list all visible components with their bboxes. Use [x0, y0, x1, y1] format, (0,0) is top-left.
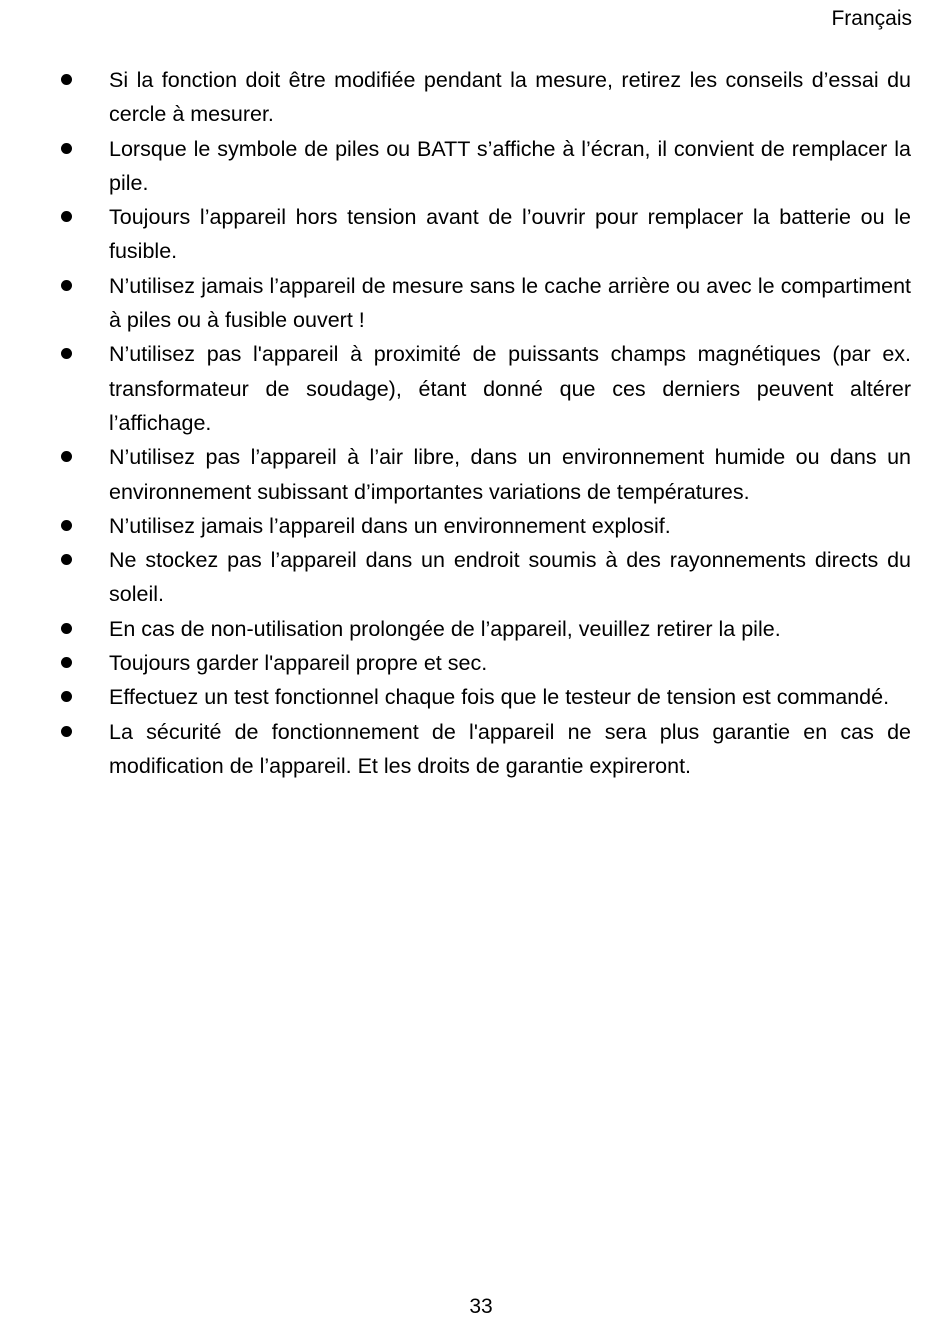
- bullet-icon: [61, 348, 72, 359]
- bullet-icon: [61, 143, 72, 154]
- bullet-icon: [61, 623, 72, 634]
- list-item-text: La sécurité de fonctionnement de l'appareil ne sera plus garantie en cas de modification de l’appareil. Et les droits de garantie expireront.: [109, 719, 911, 778]
- list-item-text: Toujours l’appareil hors tension avant de l’ouvrir pour remplacer la batterie ou le fusible.: [109, 205, 911, 264]
- list-item: [56, 543, 911, 612]
- list-item-text: N’utilisez pas l’appareil à l’air libre, dans un environnement humide ou dans un environnement subissant d’importantes variations de températures.: [109, 445, 911, 504]
- list-item: [56, 509, 911, 543]
- bullet-icon: [61, 691, 72, 702]
- list-item-text: N’utilisez jamais l’appareil dans un environnement explosif.: [109, 513, 671, 538]
- list-item-text: N’utilisez pas l'appareil à proximité de puissants champs magnétiques (par ex. transformateur de soudage), étant donné que ces derniers peuvent altérer l’affichage.: [109, 342, 911, 435]
- list-item-text: Effectuez un test fonctionnel chaque fois que le testeur de tension est commandé.: [109, 685, 890, 710]
- list-item: [56, 63, 911, 132]
- safety-bullet-list: [56, 63, 911, 783]
- bullet-icon: [61, 74, 72, 85]
- list-item: [56, 200, 911, 269]
- bullet-icon: [61, 520, 72, 531]
- list-item: [56, 715, 911, 784]
- language-label: Français: [831, 7, 912, 30]
- bullet-icon: [61, 554, 72, 565]
- page-number: 33: [469, 1295, 493, 1318]
- list-item-text: Ne stockez pas l’appareil dans un endroit soumis à des rayonnements directs du soleil.: [109, 548, 911, 607]
- list-item: [56, 612, 911, 646]
- list-item-text: Toujours garder l'appareil propre et sec.: [109, 651, 488, 676]
- list-item-text: En cas de non-utilisation prolongée de l’appareil, veuillez retirer la pile.: [109, 616, 781, 641]
- bullet-icon: [61, 280, 72, 291]
- list-item: [56, 646, 911, 680]
- bullet-icon: [61, 451, 72, 462]
- list-item: [56, 269, 911, 338]
- list-item: [56, 337, 911, 440]
- list-item: [56, 132, 911, 201]
- list-item-text: Lorsque le symbole de piles ou BATT s’affiche à l’écran, il convient de remplacer la pile.: [109, 136, 911, 195]
- list-item: [56, 440, 911, 509]
- bullet-icon: [61, 657, 72, 668]
- list-item-text: Si la fonction doit être modifiée pendant la mesure, retirez les conseils d’essai du cercle à mesurer.: [109, 68, 911, 127]
- bullet-icon: [61, 211, 72, 222]
- bullet-icon: [61, 726, 72, 737]
- list-item: [56, 680, 911, 714]
- list-item-text: N’utilisez jamais l’appareil de mesure sans le cache arrière ou avec le compartiment à piles ou à fusible ouvert !: [109, 273, 911, 333]
